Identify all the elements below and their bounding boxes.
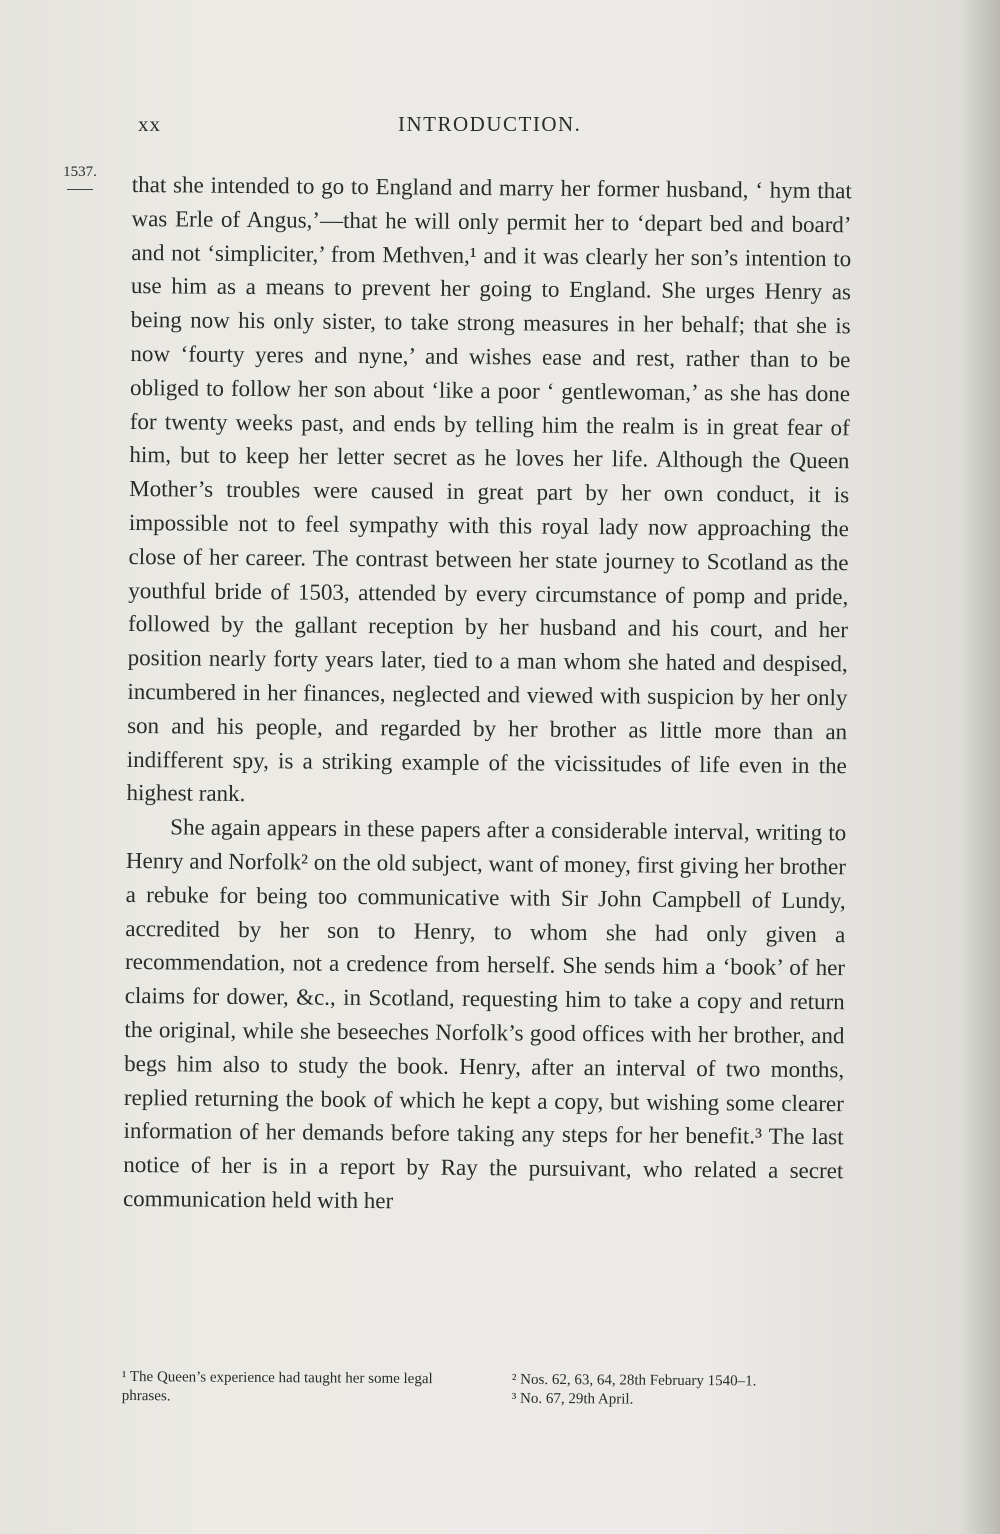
page-title: INTRODUCTION. (398, 112, 582, 136)
footnote-column-right (512, 1371, 842, 1411)
paragraph-1: that she intended to go to England and marry her former husband, ‘ hym that was Erle of Angus,’—that he will only permit her to ‘depart bed and board’ and not ‘simpliciter,’ from Methven,¹ and it was clearly her son’s intention to use him as a means to prevent her going to England. She urges Henry as being now his only sister, to take strong measures in her behalf; that she is now ‘fourty yeres and nyne,’ and wishes ease and rest, rather than to be obliged to follow her son about ‘like a poor ‘ gentlewoman,’ as she has done for twenty weeks past, and ends by telling him the realm is in great fear of him, but to keep her letter secret as he loves her life. Although the Queen Mother’s troubles were caused in great part by her own conduct, it is impossible not to feel sympathy with this royal lady now approaching the close of her career. The contrast between her state journey to Scotland as the youthful bride of 1503, attended by every circumstance of pomp and pride, followed by the gallant reception by her husband and his court, and her position nearly forty years later, tied to a man whom she hated and despised, incumbered in her finances, neglected and viewed with suspicion by her only son and his people, and regarded by her brother as little more than an indifferent spy, is a striking example of the vicissitudes of life even in the highest rank. (126, 171, 852, 807)
body-text (123, 168, 852, 1222)
footnote-1: ¹ The Queen’s experience had taught her some legal phrases. (121, 1369, 433, 1405)
margin-rule (67, 189, 93, 190)
footnote-2: ² Nos. 62, 63, 64, 28th February 1540–1. (511, 1371, 757, 1390)
paragraph-2: She again appears in these papers after a considerable interval, writing to Henry and Norfolk² on the old subject, want of money, first giving her brother a rebuke for being too communicative with Sir John Campbell of Lundy, accredited by her son to Henry, to whom she had only given a recommendation, not a credence from herself. She sends him a ‘book’ of her claims for dower, &c., in Scotland, requesting him to take a copy and return the original, while she beseeches Norfolk’s good offices with her brother, and begs him also to study the book. Henry, after an interval of two months, replied returning the book of which he kept a copy, but wishing some clearer information of her demands before taking any steps for her benefit.³ The last notice of her is in a report by Ray the pursuivant, who related a secret communication held with her (122, 814, 847, 1214)
margin-year: 1537. (63, 164, 97, 180)
footnote-3: ³ No. 67, 29th April. (511, 1390, 634, 1408)
footnote-column-left (122, 1368, 482, 1409)
page-number: xx (138, 112, 161, 136)
margin-year-note (60, 164, 100, 190)
running-head (138, 112, 846, 142)
footnotes (122, 1368, 842, 1411)
